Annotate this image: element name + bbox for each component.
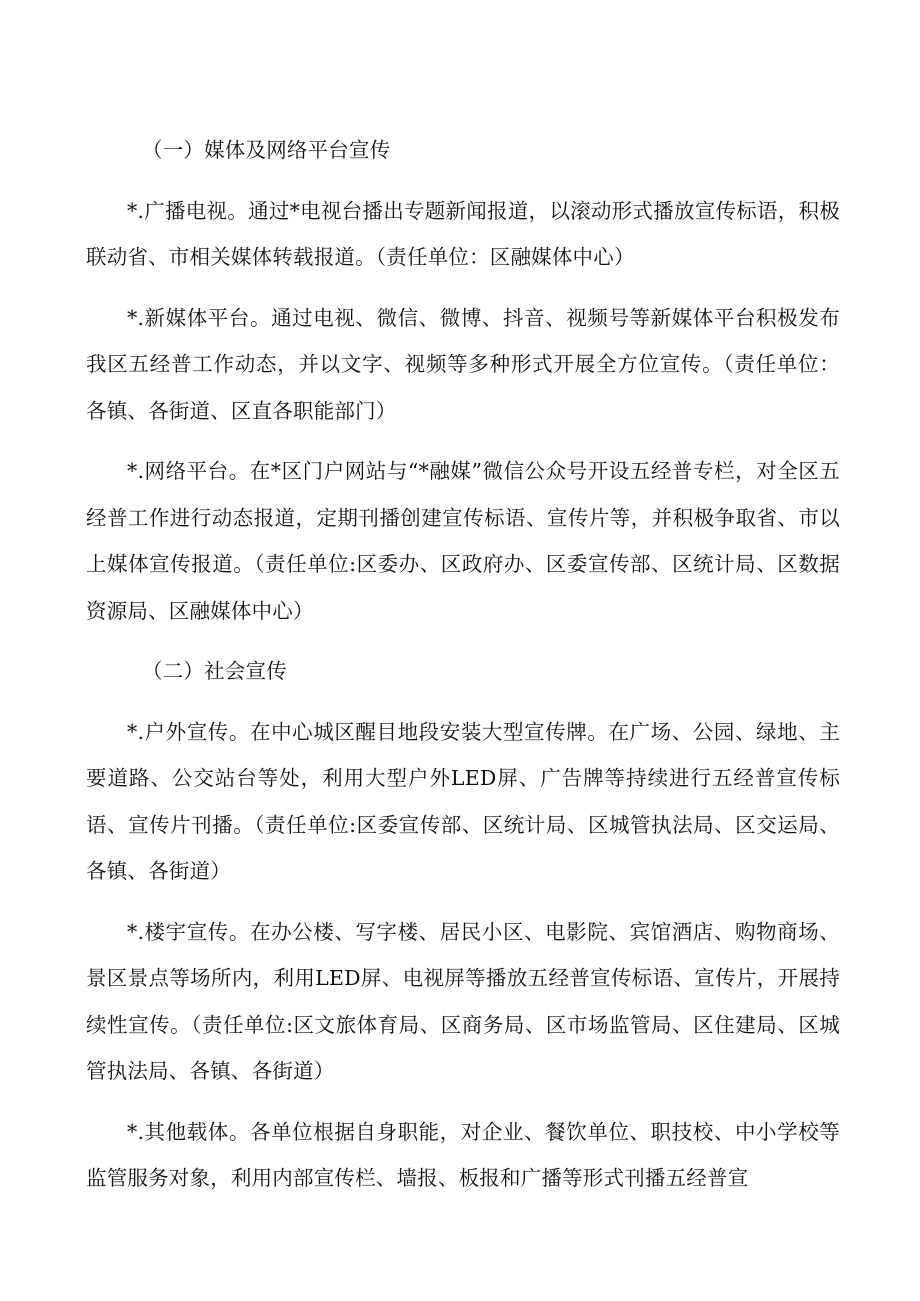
paragraph-building: *.楼宇宣传。在办公楼、写字楼、居民小区、电影院、宾馆酒店、购物商场、景区景点等场所内，利用LED屏、电视屏等播放五经普宣传标语、宣传片，开展持续性宣传。（责任单位:区文旅体育局、区商务局、区市场监管局、区住建局、区城管执法局、各镇、各街道）	[86, 919, 840, 1083]
paragraph-broadcast-tv: *.广播电视。通过*电视台播出专题新闻报道，以滚动形式播放宣传标语，积极联动省、市相关媒体转载报道。（责任单位：区融媒体中心）	[86, 198, 840, 269]
document-body	[86, 127, 840, 1216]
paragraph-other-carriers: *.其他载体。各单位根据自身职能，对企业、餐饮单位、职技校、中小学校等监管服务对象，利用内部宣传栏、墙报、板报和广播等形式刊播五经普宣	[86, 1119, 840, 1190]
paragraph-new-media: *.新媒体平台。通过电视、微信、微博、抖音、视频号等新媒体平台积极发布我区五经普工作动态，并以文字、视频等多种形式开展全方位宣传。（责任单位：各镇、各街道、区直各职能部门）	[86, 305, 840, 423]
section-heading-1: （一）媒体及网络平台宣传	[142, 138, 391, 162]
section-heading-2: （二）社会宣传	[142, 659, 287, 683]
paragraph-outdoor: *.户外宣传。在中心城区醒目地段安装大型宣传牌。在广场、公园、绿地、主要道路、公交站台等处，利用大型户外LED屏、广告牌等持续进行五经普宣传标语、宣传片刊播。（责任单位:区委宣传部、区统计局、区城管执法局、区交运局、各镇、各街道）	[86, 719, 840, 883]
paragraph-network-platform: *.网络平台。在*区门户网站与“*融媒”微信公众号开设五经普专栏，对全区五经普工作进行动态报道，定期刊播创建宣传标语、宣传片等，并积极争取省、市以上媒体宣传报道。（责任单位:区委办、区政府办、区委宣传部、区统计局、区数据资源局、区融媒体中心）	[86, 459, 840, 623]
